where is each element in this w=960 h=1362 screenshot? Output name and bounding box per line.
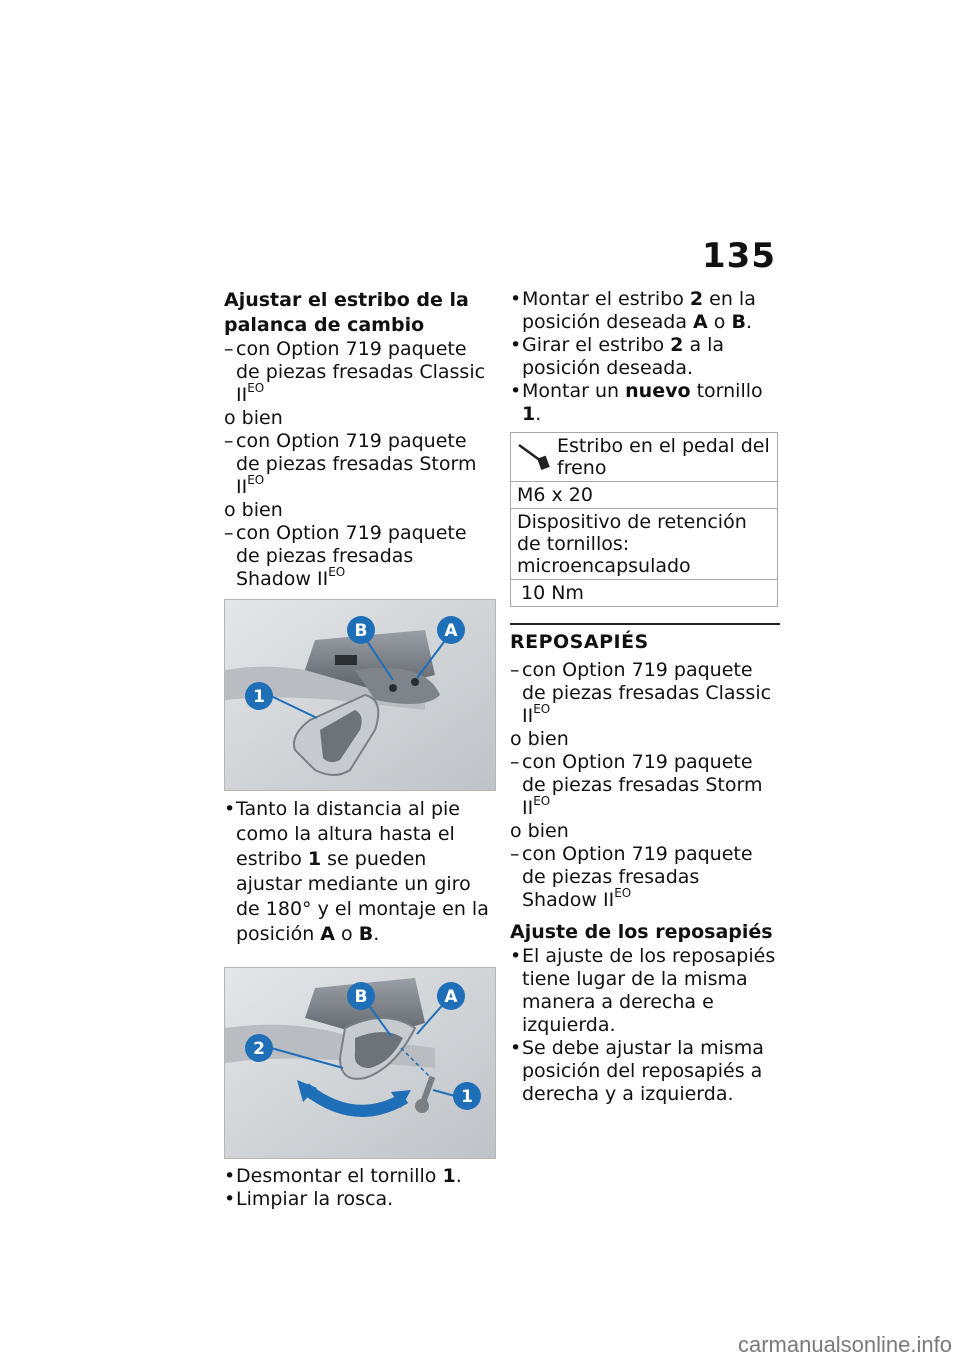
sub-heading: Ajuste de los reposapiés <box>510 921 773 943</box>
instruction-bullet: • El ajuste de los reposapiés tiene lugar de la misma manera a derecha e izquierda. <box>510 945 776 1036</box>
spec-retention: Dispositivo de retención de tornillos: microencapsulado <box>511 509 778 580</box>
heading-line-1: Ajustar el estribo de la <box>224 289 469 311</box>
option-classic: – con Option 719 paquete de piezas fresadas Classic $II^{EO}$ <box>224 338 486 406</box>
section-divider <box>510 623 780 655</box>
wrench-icon <box>517 441 551 471</box>
bullet-dot-icon: • <box>510 334 522 356</box>
bullet-dot-icon: • <box>510 1037 522 1059</box>
option-storm: – con Option 719 paquete de piezas fresadas Storm $II^{EO}$ <box>224 430 477 498</box>
svg-text:A: A <box>444 621 458 641</box>
or-text: o bien <box>510 820 569 842</box>
or-text: o bien <box>510 728 569 750</box>
watermark: carmanualsonline.info <box>737 1332 952 1357</box>
instruction-bullet: • Tanto la distancia al pie como la altura hasta el estribo 1 se pueden ajustar mediante un giro de 180° y el montaje en la posición A o B. <box>224 798 489 945</box>
or-text: o bien <box>224 499 283 521</box>
spec-torque: 10 Nm <box>511 580 778 607</box>
instruction-bullet: • Limpiar la rosca. <box>224 1188 394 1210</box>
instruction-bullet: • Montar el estribo 2 en la posición deseada A o B. <box>510 288 756 333</box>
svg-text:2: 2 <box>253 1039 265 1059</box>
instruction-bullet: • Montar un nuevo tornillo 1. <box>510 380 763 425</box>
svg-text:B: B <box>354 987 368 1007</box>
instruction-bullet: • Desmontar el tornillo 1. <box>224 1165 462 1187</box>
figure-footrest-positions <box>224 599 496 791</box>
right-column <box>510 288 780 1106</box>
svg-text:1: 1 <box>253 687 265 707</box>
svg-text:B: B <box>354 621 368 641</box>
bullet-dot-icon: • <box>224 1188 236 1210</box>
bullet-dot-icon: • <box>510 288 522 310</box>
figure-footrest-removal <box>224 967 496 1159</box>
option-shadow: – con Option 719 paquete de piezas fresadas Shadow $II^{EO}$ <box>224 522 467 590</box>
or-text: o bien <box>224 407 283 429</box>
section-title: REPOSAPIÉS <box>510 631 649 653</box>
instruction-bullet: • Se debe ajustar la misma posición del reposapiés a derecha y a izquierda. <box>510 1037 764 1105</box>
option-storm: – con Option 719 paquete de piezas fresadas Storm $II^{EO}$ <box>510 751 763 819</box>
svg-text:1: 1 <box>461 1087 473 1107</box>
left-column <box>224 288 494 1211</box>
spec-size: M6 x 20 <box>511 482 778 509</box>
bullet-dot-icon: • <box>510 945 522 967</box>
svg-text:A: A <box>444 987 458 1007</box>
page-number: 135 <box>702 236 776 276</box>
option-shadow: – con Option 719 paquete de piezas fresadas Shadow $II^{EO}$ <box>510 843 753 911</box>
heading-line-2: palanca de cambio <box>224 314 425 336</box>
spec-title: Estribo en el pedal del freno <box>511 433 778 482</box>
bullet-dot-icon: • <box>224 798 236 820</box>
option-classic: – con Option 719 paquete de piezas fresadas Classic $II^{EO}$ <box>510 659 772 727</box>
instruction-bullet: • Girar el estribo 2 a la posición deseada. <box>510 334 725 379</box>
bullet-dot-icon: • <box>510 380 522 402</box>
torque-spec-table <box>510 432 778 607</box>
bullet-dot-icon: • <box>224 1165 236 1187</box>
